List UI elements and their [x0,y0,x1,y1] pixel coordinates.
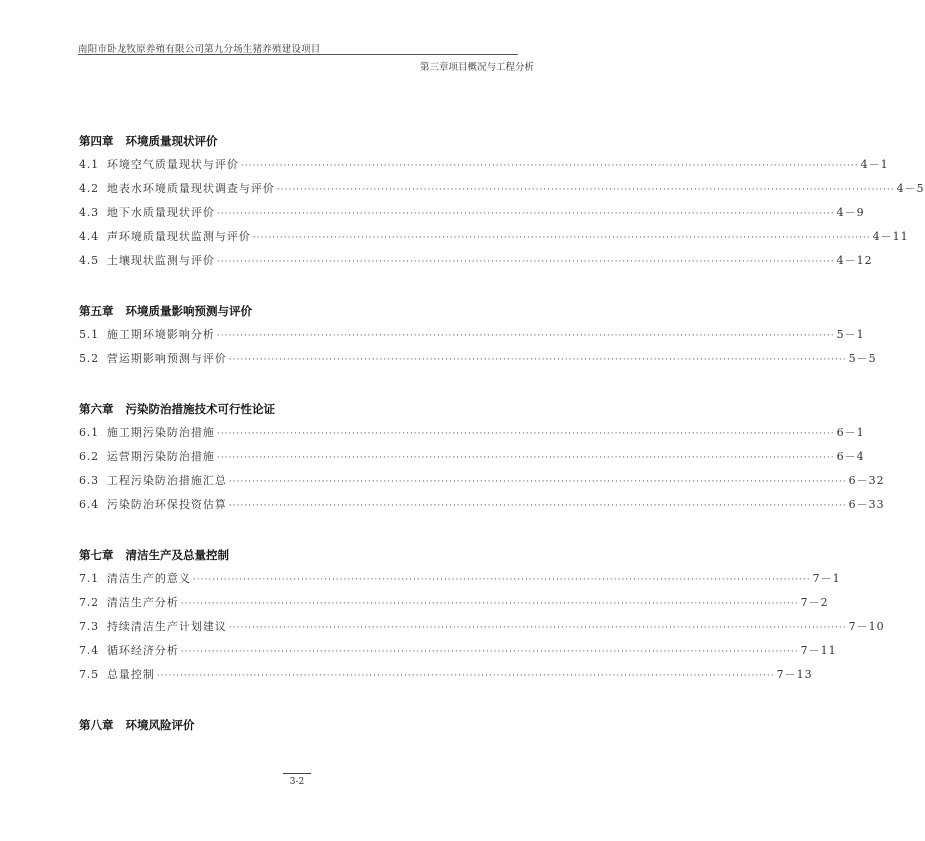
entry-number: 7.4 [79,644,99,657]
dot-leader: ································································································································································ [156,671,775,681]
entry-number: 6.1 [79,426,99,439]
section-spacer [79,685,519,715]
toc-entry-4-1[interactable] [79,155,889,175]
toc-entry-7-3[interactable] [79,617,885,637]
entry-title: 循环经济分析 [106,644,179,657]
running-header-chapter: 第三章项目概况与工程分析 [420,62,535,73]
entry-page: 7－10 [848,620,885,633]
entry-number: 5.2 [79,352,99,365]
toc-entry-7-2[interactable] [79,593,829,613]
toc-chapter-4[interactable] [79,131,519,151]
entry-page: 4－12 [836,254,873,267]
toc-entry-7-4[interactable] [79,641,837,661]
running-header-project: 南阳市卧龙牧原养殖有限公司第九分场生猪养殖建设项目 [78,44,321,55]
chapter-number: 第八章 [79,718,114,732]
toc-entry-7-1[interactable] [79,569,841,589]
dot-leader: ································································································································································ [192,575,811,585]
entry-number: 4.2 [79,182,99,195]
toc-entry-7-5[interactable] [79,665,813,685]
dot-leader: ································································································································································ [240,161,859,171]
toc-entry-4-3[interactable] [79,203,865,223]
entry-page: 4－5 [896,182,925,195]
entry-number: 4.1 [79,158,99,171]
entry-page: 4－1 [860,158,889,171]
entry-title: 营运期影响预测与评价 [106,352,227,365]
dot-leader: ································································································································································ [216,209,835,219]
entry-number: 7.2 [79,596,99,609]
dot-leader: ································································································································································ [228,477,847,487]
entry-page: 6－4 [836,450,865,463]
chapter-title: 环境风险评价 [125,718,195,732]
dot-leader: ································································································································································ [216,331,835,341]
header-rule [78,54,518,55]
entry-number: 7.3 [79,620,99,633]
dot-leader: ································································································································································ [216,453,835,463]
entry-title: 持续清洁生产计划建议 [106,620,227,633]
dot-leader: ································································································································································ [228,355,847,365]
entry-number: 6.2 [79,450,99,463]
dot-leader: ································································································································································ [228,501,847,511]
toc-chapter-7[interactable] [79,545,519,565]
entry-page: 7－11 [800,644,837,657]
chapter-number: 第四章 [79,134,114,148]
entry-title: 污染防治环保投资估算 [106,498,227,511]
entry-title: 地表水环境质量现状调查与评价 [106,182,275,195]
entry-title: 工程污染防治措施汇总 [106,474,227,487]
section-spacer [79,271,519,301]
entry-title: 清洁生产分析 [106,596,179,609]
entry-number: 4.3 [79,206,99,219]
entry-page: 5－1 [836,328,865,341]
entry-number: 6.4 [79,498,99,511]
chapter-number: 第五章 [79,304,114,318]
dot-leader: ································································································································································ [216,257,835,267]
chapter-title: 清洁生产及总量控制 [125,548,229,562]
entry-page: 5－5 [848,352,877,365]
toc-chapter-6[interactable] [79,399,519,419]
section-spacer [79,369,519,399]
toc-entry-6-4[interactable] [79,495,885,515]
entry-page: 6－33 [848,498,885,511]
footer-rule [283,773,311,774]
chapter-title: 环境质量现状评价 [125,134,218,148]
entry-title: 总量控制 [106,668,155,681]
entry-page: 7－2 [800,596,829,609]
entry-title: 声环境质量现状监测与评价 [106,230,251,243]
chapter-number: 第七章 [79,548,114,562]
dot-leader: ································································································································································ [180,647,799,657]
toc-entry-4-5[interactable] [79,251,873,271]
entry-number: 4.5 [79,254,99,267]
toc-entry-6-2[interactable] [79,447,865,467]
entry-title: 地下水质量现状评价 [106,206,215,219]
entry-number: 6.3 [79,474,99,487]
toc-chapter-8[interactable] [79,715,519,735]
entry-page: 6－32 [848,474,885,487]
toc-entry-5-2[interactable] [79,349,877,369]
toc-entry-6-3[interactable] [79,471,885,491]
entry-title: 施工期环境影响分析 [106,328,215,341]
toc-chapter-5[interactable] [79,301,519,321]
entry-number: 5.1 [79,328,99,341]
entry-page: 4－9 [836,206,865,219]
dot-leader: ································································································································································ [180,599,799,609]
toc-entry-4-4[interactable] [79,227,909,247]
entry-title: 环境空气质量现状与评价 [106,158,239,171]
entry-page: 4－11 [872,230,909,243]
chapter-title: 环境质量影响预测与评价 [125,304,252,318]
toc-entry-4-2[interactable] [79,179,925,199]
dot-leader: ································································································································································ [228,623,847,633]
chapter-title: 污染防治措施技术可行性论证 [125,402,275,416]
toc-entry-5-1[interactable] [79,325,865,345]
entry-number: 7.5 [79,668,99,681]
entry-title: 施工期污染防治措施 [106,426,215,439]
entry-title: 土壤现状监测与评价 [106,254,215,267]
dot-leader: ································································································································································ [276,185,895,195]
table-of-contents [79,131,925,735]
dot-leader: ································································································································································ [216,429,835,439]
entry-page: 7－13 [776,668,813,681]
entry-page: 7－1 [812,572,841,585]
entry-number: 7.1 [79,572,99,585]
entry-page: 6－1 [836,426,865,439]
chapter-number: 第六章 [79,402,114,416]
entry-title: 运营期污染防治措施 [106,450,215,463]
page-number: 3-2 [289,777,305,787]
entry-title: 清洁生产的意义 [106,572,191,585]
entry-number: 4.4 [79,230,99,243]
toc-entry-6-1[interactable] [79,423,865,443]
section-spacer [79,515,519,545]
dot-leader: ································································································································································ [252,233,871,243]
